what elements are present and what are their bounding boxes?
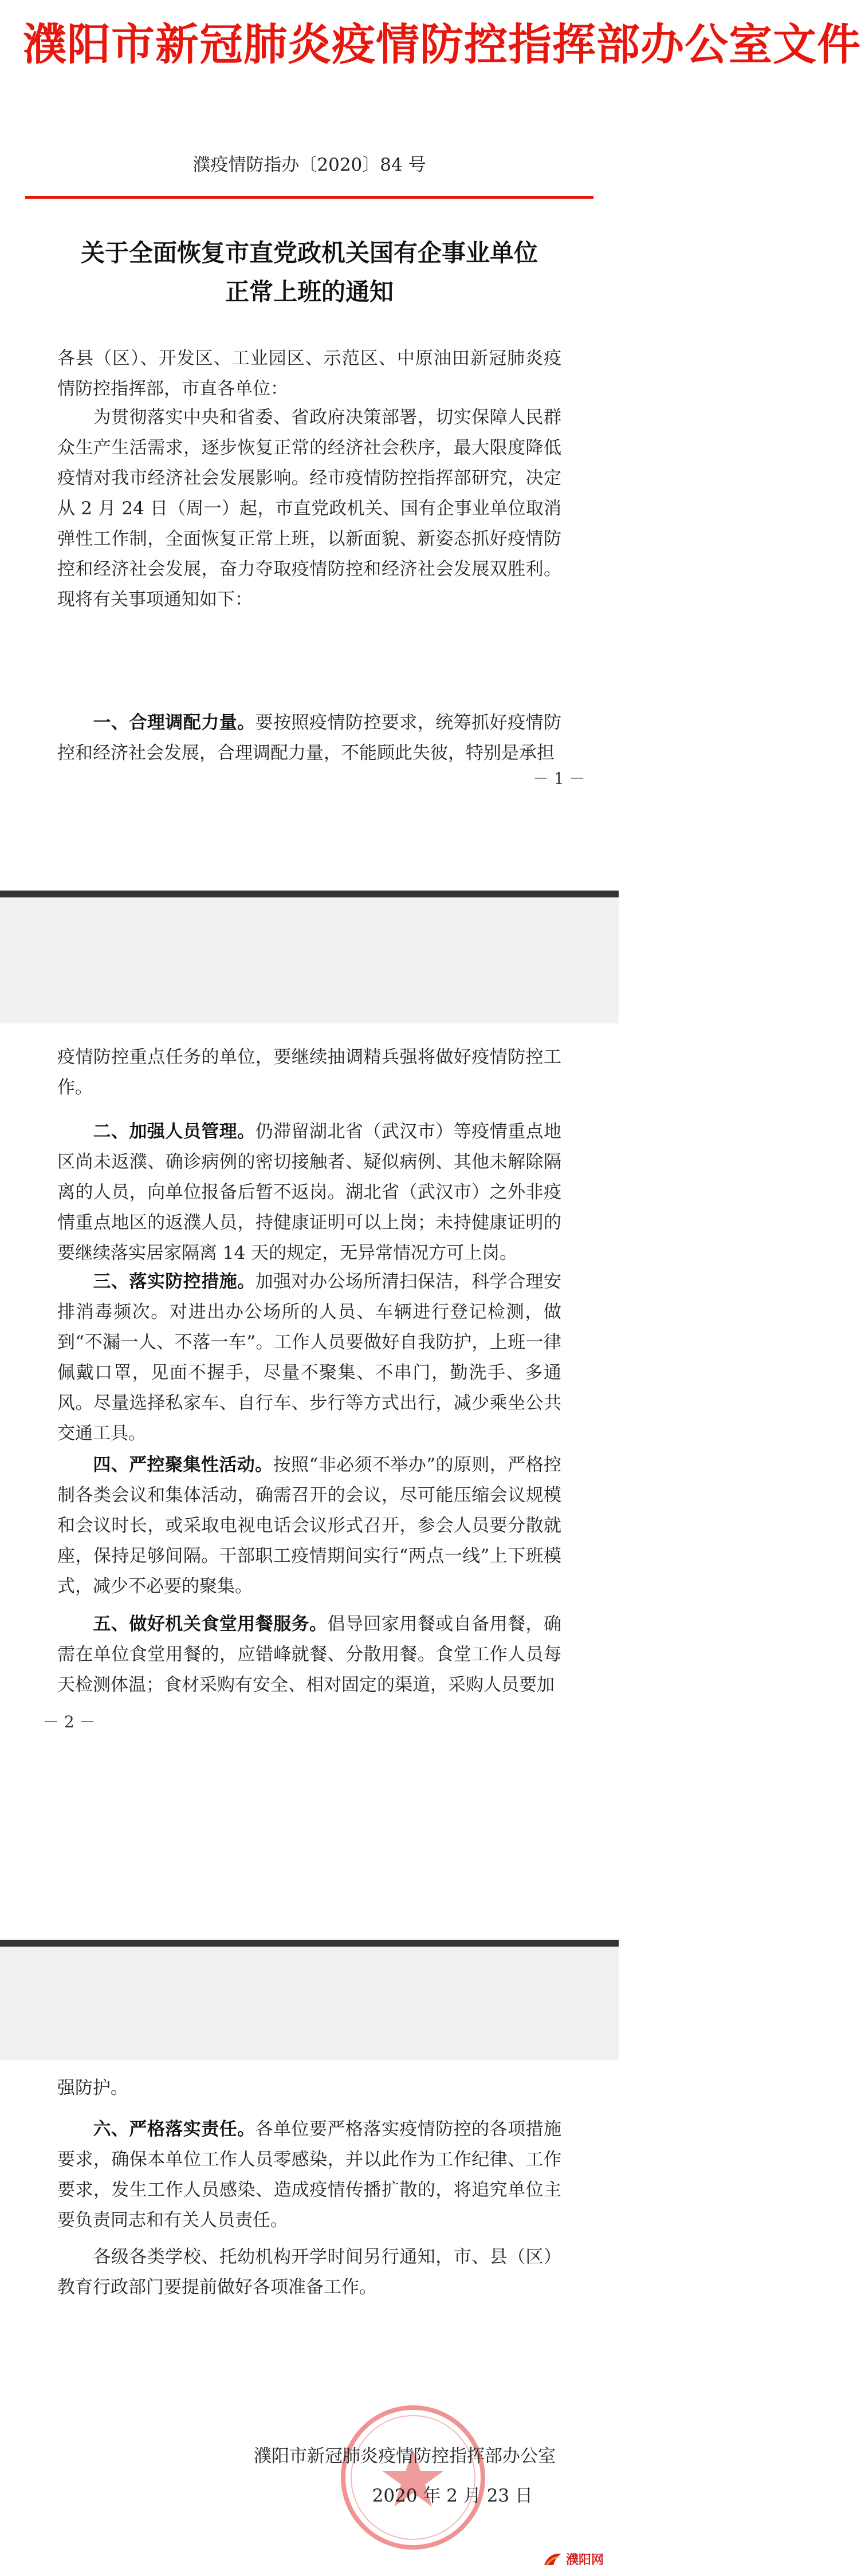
item-2-heading: 二、加强人员管理。 — [93, 1121, 255, 1142]
signature: 濮阳市新冠肺炎疫情防控指挥部办公室 — [254, 2446, 556, 2467]
item-1 — [57, 708, 561, 769]
document-number: 濮疫情防指办〔2020〕84 号 — [192, 155, 426, 175]
page-3-continued: 强防护。 — [57, 2078, 128, 2098]
page-1 — [0, 0, 861, 891]
item-6-text: 各单位要严格落实疫情防控的各项措施要求，确保本单位工作人员零感染，并以此作为工作纪律、工作要求，发生工作人员感染、造成疫情传播扩散的，将追究单位主要负责同志和有关人员责任。 — [57, 2119, 562, 2231]
agency-title: 濮阳市新冠肺炎疫情防控指挥部办公室文件 — [23, 19, 861, 70]
item-3-heading: 三、落实防控措施。 — [93, 1271, 255, 1292]
item-5 — [57, 1609, 561, 1700]
item-4 — [57, 1450, 561, 1602]
item-1-text: 要按照疫情防控要求，统筹抓好疫情防控和经济社会发展，合理调配力量，不能顾此失彼，特别是承担 — [57, 712, 562, 763]
page-edge-bar — [0, 1940, 619, 1947]
item-4-text: 按照“非必须不举办”的原则，严格控制各类会议和集体活动，确需召开的会议，尽可能压缩会议规模和会议时长，或采取电视电话会议形式召开，参会人员要分散就座，保持足够间隔。干部职工疫情期间实行“两点一线”上下班模式，减少不必要的聚集。 — [57, 1455, 561, 1597]
page-2 — [0, 1023, 619, 1940]
item-6 — [57, 2114, 561, 2236]
item-5-text: 倡导回家用餐或自备用餐，确需在单位食堂用餐的，应错峰就餐、分散用餐。食堂工作人员每天检测体温；食材采购有安全、相对固定的渠道，采购人员要加 — [57, 1614, 562, 1695]
watermark-logo-icon — [543, 2550, 563, 2567]
page-gap-1 — [0, 891, 619, 1023]
item-3 — [57, 1267, 561, 1449]
notice-title-line-2: 正常上班的通知 — [225, 278, 394, 306]
page-number-1: － 1 － — [533, 769, 585, 788]
red-divider — [25, 196, 593, 199]
addressee: 各县（区）、开发区、工业园区、示范区、中原油田新冠肺炎疫情防控指挥部，市直各单位： — [57, 348, 561, 399]
watermark-text: 濮阳网 — [565, 2553, 604, 2567]
page-number-2: － 2 － — [43, 1712, 96, 1731]
item-5-heading: 五、做好机关食堂用餐服务。 — [93, 1614, 328, 1634]
watermark — [543, 2549, 604, 2569]
item-2-text: 仍滞留湖北省（武汉市）等疫情重点地区尚未返濮、确诊病例的密切接触者、疑似病例、其他未解除隔离的人员，向单位报备后暂不返岗。湖北省（武汉市）之外非疫情重点地区的返濮人员，持健康证明可以上岗；未持健康证明的要继续落实居家隔离 14 天的规定，无异常情况方可上岗。 — [57, 1121, 562, 1263]
official-seal — [338, 2402, 488, 2553]
item-2 — [57, 1117, 561, 1269]
page-edge-bar — [0, 891, 619, 897]
item-6-heading: 六、严格落实责任。 — [93, 2119, 255, 2140]
signature-date: 2020 年 2 月 23 日 — [372, 2486, 533, 2506]
page-2-continued: 疫情防控重点任务的单位，要继续抽调精兵强将做好疫情防控工作。 — [57, 1047, 561, 1098]
intro-paragraph: 为贯彻落实中央和省委、省政府决策部署，切实保障人民群众生产生活需求，逐步恢复正常的经济社会秩序，最大限度降低疫情对我市经济社会发展影响。经市疫情防控指挥部研究，决定从 2 月 24 日（周一）起，市直党政机关、国有企事业单位取消弹性工作制，全面恢复正常上班，以新面貌、新姿态抓好疫情防控和经济社会发展，奋力夺取疫情防控和经济社会发展双胜利。现将有关事项通知如下： — [57, 407, 561, 610]
notice-title-line-1: 关于全面恢复市直党政机关国有企事业单位 — [80, 239, 538, 267]
item-3-text: 加强对办公场所清扫保洁，科学合理安排消毒频次。对进出办公场所的人员、车辆进行登记检测，做到“不漏一人、不落一车”。工作人员要做好自我防护，上班一律佩戴口罩，见面不握手，尽量不聚集、不串门，勤洗手、多通风。尽量选择私家车、自行车、步行等方式出行，减少乘坐公共交通工具。 — [57, 1271, 562, 1444]
page-gap-2 — [0, 1940, 619, 2060]
item-4-heading: 四、严控聚集性活动。 — [93, 1455, 273, 1475]
closing-paragraph: 各级各类学校、托幼机构开学时间另行通知，市、县（区）教育行政部门要提前做好各项准备工作。 — [57, 2247, 561, 2298]
notice-title — [52, 234, 567, 312]
item-1-heading: 一、合理调配力量。 — [93, 712, 255, 733]
